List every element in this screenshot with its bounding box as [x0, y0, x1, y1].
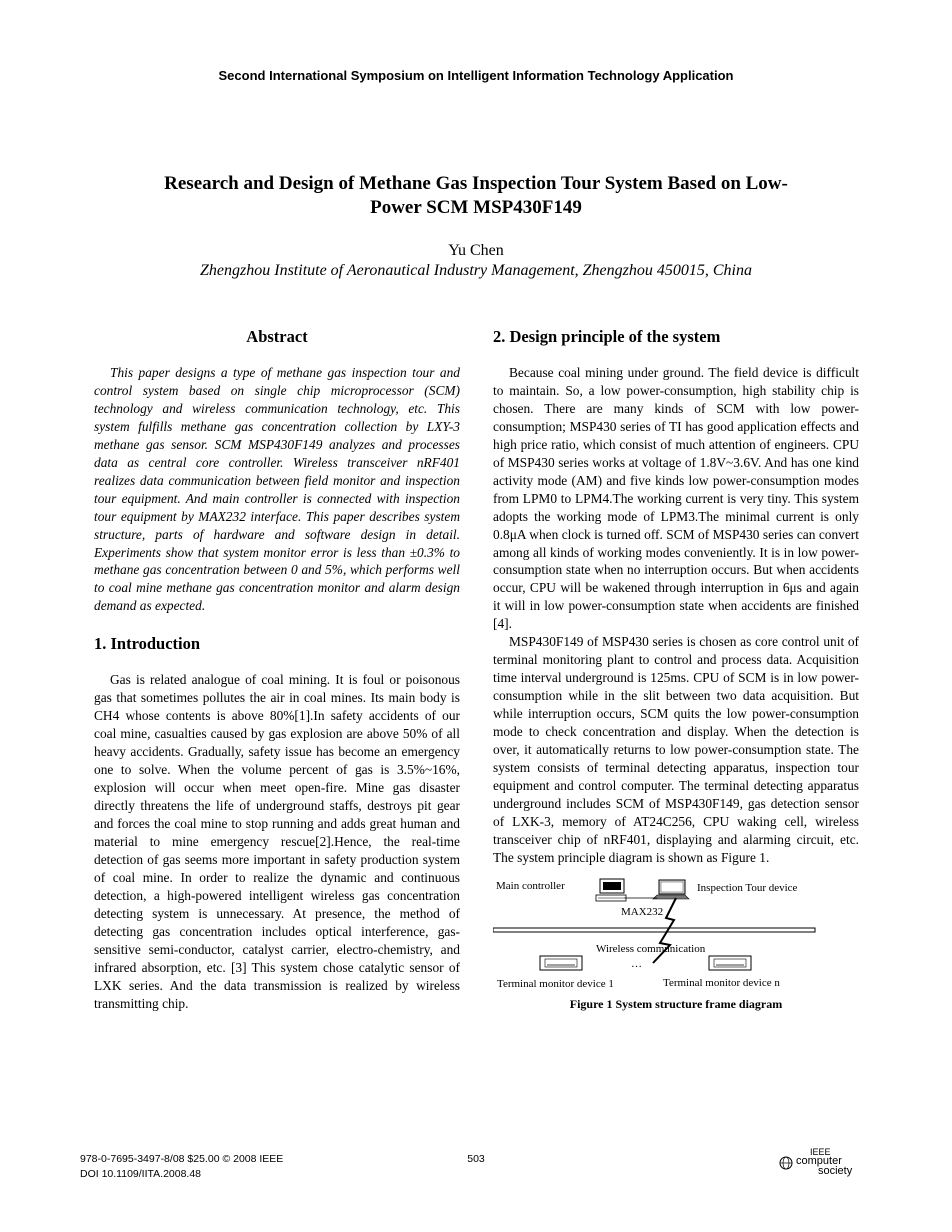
logo-society: society — [818, 1165, 853, 1177]
computer-society-logo — [778, 1147, 868, 1179]
terminal-n-icon — [709, 956, 751, 970]
author: Yu Chen — [448, 242, 504, 259]
design-paragraph-1: Because coal mining under ground. The field device is difficult to maintain. So, a low power-consumption, high stability chip is chosen. There are many kinds of SCM with low power-consumption; MSP430 series of TI has good application effects and high price ratio, which consist of much attention of engineers. CPU of MSP430 series works at voltage of 1.8V~3.6V. And has one kind activity mode (AM) and five kinds low power-consumption modes from LPM0 to LPM4.The working current is very tiny. This system adopts the working mode of LPM3.The minimal current is only 0.8μA when clock is turned off. SCM of MSP430 series can convert among all kinds of working modes conveniently. It is in low power-consumption state when no interruption occurs. But when accidents occur, CPU will be wakened through interruption in 6μs and again it will in low power-consumption state when accidents are finished [4]. — [493, 365, 859, 632]
wireless-label: Wireless communication — [596, 942, 706, 955]
page-number: 503 — [467, 1153, 485, 1165]
conference-header: Second International Symposium on Intelligent Information Technology Application — [218, 68, 734, 83]
left-column — [94, 326, 460, 1012]
right-column — [493, 326, 859, 1012]
affiliation: Zhengzhou Institute of Aeronautical Industry Management, Zhengzhou 450015, China — [200, 262, 752, 279]
terminal-n-label: Terminal monitor device n — [663, 976, 780, 989]
abstract-text: This paper designs a type of methane gas inspection tour and control system based on single chip microprocessor (SCM) technology and wireless communication technology, etc. This system fulfills methane gas concentration collection by LXY-3 methane gas sensor. SCM MSP430F149 analyzes and processes data as central core controller. Wireless transceiver nRF401 realizes data communication between field monitor and inspection tour equipment. And main controller is connected with inspection tour equipment by MAX232 interface. This paper describes system structure, parts of hardware and software design in detail. Experiments show that system monitor error is less than ±0.3% to methane gas concentration between 0 and 5%, which performs well to coal mine methane gas concentration monitor and alarm design demand as expected. — [94, 365, 460, 614]
globe-icon — [778, 1155, 794, 1171]
inspection-device-label: Inspection Tour device — [697, 881, 798, 894]
abstract-heading: Abstract — [246, 327, 308, 346]
terminal-1-icon — [540, 956, 582, 970]
introduction-heading: 1. Introduction — [94, 634, 201, 654]
design-paragraph-2: MSP430F149 of MSP430 series is chosen as core control unit of terminal monitoring plant to control and process data. Acquisition time interval underground is 125ms. CPU of SCM is in low power-consumption while in the slit between two data acquisition. But while interruption occurs, SCM quits the low power-consumption mode to check concentration and display. When the detection is over, it automatically returns to low power-consumption state. The system consists of terminal detecting apparatus, inspection tour equipment and control computer. The terminal detecting apparatus underground includes SCM of MSP430F149, gas detection sensor of LXK-3, memory of AT24C256, CPU waking cell, wireless transceiver chip of nRF401, displaying and alarming circuit, etc. The system principle diagram is shown as Figure 1. — [493, 634, 859, 865]
paper-title — [100, 172, 852, 220]
title-line-1: Research and Design of Methane Gas Inspection Tour System Based on Low- — [164, 173, 788, 194]
figure-1 — [493, 873, 859, 993]
title-line-2: Power SCM MSP430F149 — [370, 197, 582, 218]
logo-ieee: IEEE — [810, 1147, 831, 1157]
main-controller-icon — [596, 879, 626, 901]
figure-caption: Figure 1 System structure frame diagram — [569, 996, 783, 1011]
terminal-1-label: Terminal monitor device 1 — [497, 977, 614, 990]
doi: DOI 10.1109/IITA.2008.48 — [80, 1168, 202, 1180]
backbone-line — [493, 928, 815, 932]
main-controller-label: Main controller — [496, 879, 565, 892]
design-heading: 2. Design principle of the system — [493, 327, 721, 346]
introduction-text: Gas is related analogue of coal mining. It is foul or poisonous gas that sometimes pollutes the air in coal mines. Its main body is CH4 whose contents is above 80%[1].In safety accidents of our coal mine, casualties caused by gas explosion are above 50% of all heavy accidents. Gradually, safety issue has become an emergency one to solve. When the volume percent of gas is 3.5%~16%, explosion will occur when meet open-fire. Mine gas disaster directly threatens the life of underground staffs, destroys pit gear and forces the coal mine to stop running and adds great human and material to mine emergency rescue[2].Hence, the real-time detection of gas seems more important in safety production system of coal mine. In order to realize the dynamic and continuous detection, a high-powered intelligent wireless gas concentration detecting system is unnecessary. At presence, the method of detecting gas concentration includes optical interference, gas-sensitive semi-conductor, catalyst carrier, electro-chemistry, and infrared absorption, etc. [3] This system chose catalytic sensor of LXK series. And the data transmission is realized by wireless transmitting chip. — [94, 672, 460, 1011]
ellipsis: … — [631, 957, 642, 970]
inspection-device-icon — [653, 880, 689, 899]
isbn: 978-0-7695-3497-8/08 $25.00 © 2008 IEEE — [80, 1153, 284, 1165]
logo-computer: computer — [796, 1155, 842, 1167]
max232-label: MAX232 — [621, 905, 664, 918]
